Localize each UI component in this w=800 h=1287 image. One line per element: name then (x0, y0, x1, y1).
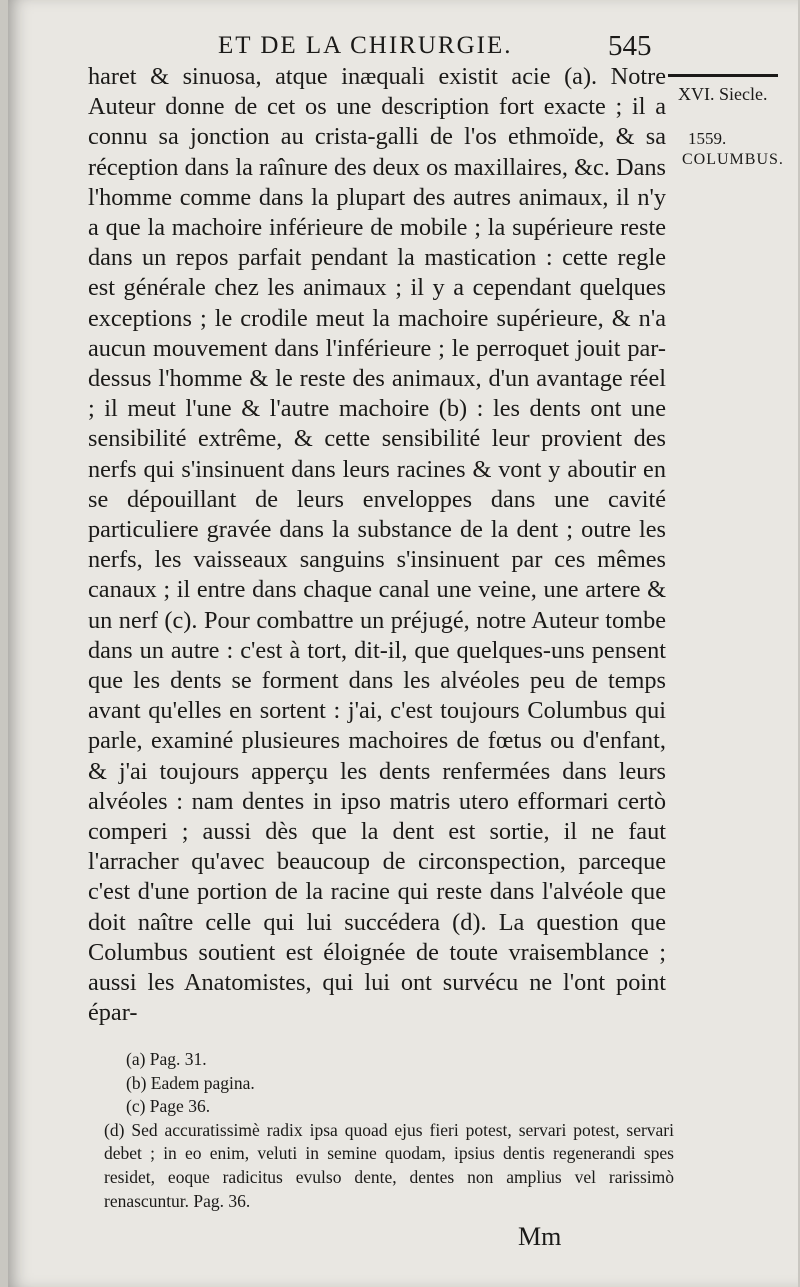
margin-name: COLUMBUS. (682, 151, 784, 168)
book-page (8, 0, 798, 1287)
body-paragraph: haret & sinuosa, atque inæquali existit acie (a). Notre Auteur donne de cet os une description fort exacte ; il a connu sa jonction au crista-galli de l'os ethmoïde, & sa réception dans la raînure des deux os maxillaires, &c. Dans l'homme comme dans la plupart des autres animaux, il n'y a que la machoire inférieure de mobile ; la supérieure reste dans un repos parfait pendant la mastication : cette regle est générale chez les animaux ; il y a cependant quelques exceptions ; le crodile meut la machoire supérieure, & n'a aucun mouvement dans l'inférieure ; le perroquet jouit par-dessus l'homme & le reste des animaux, d'un avantage réel ; il meut l'une & l'autre machoire (b) : les dents ont une sensibilité extrême, & cette sensibilité leur provient des nerfs qui s'insinuent dans leurs racines & vont y aboutir en se dépouillant de leurs enveloppes dans une cavité particuliere gravée dans la substance de la dent ; outre les nerfs, les vaisseaux sanguins s'insinuent par ces mêmes canaux ; il entre dans chaque canal une veine, une artere & un nerf (c). Pour combattre un préjugé, notre Auteur tombe dans un autre : c'est à tort, dit-il, que quelques-uns pensent que les dents se forment dans les alvéoles peu de temps avant qu'elles en sortent : j'ai, c'est toujours Columbus qui parle, examiné plusieures machoires de fœtus ou d'enfant, & j'ai toujours apperçu les dents renfermées dans leurs alvéoles : nam dentes in ipso matris utero efformari certò comperi ; aussi dès que la dent est sortie, il ne faut l'arracher qu'avec beaucoup de circonspection, parceque c'est d'une portion de la racine qui reste dans l'alvéole que doit naître celle qui lui succédera (d). La question que Columbus soutient est éloignée de toute vraisemblance ; aussi les Anatomistes, qui lui ont survécu ne l'ont point épar- (88, 63, 666, 1027)
footnote-c: (c) Page 36. (126, 1096, 211, 1117)
margin-century: XVI. Siecle. (678, 84, 768, 104)
signature-mark: Mm (518, 1222, 562, 1251)
main-text-column (88, 62, 666, 1029)
footnote-b: (b) Eadem pagina. (126, 1072, 255, 1093)
footnote-a: (a) Pag. 31. (126, 1049, 207, 1069)
margin-notes (672, 84, 800, 169)
running-title: ET DE LA CHIRURGIE. (218, 32, 513, 59)
footnotes (104, 1048, 674, 1213)
margin-rule (668, 74, 778, 77)
page-number: 545 (608, 30, 652, 62)
margin-year: 1559. (688, 129, 727, 148)
footnote-d: (d) Sed accuratissimè radix ipsa quoad ejus fieri potest, servari potest, servari debet ; in eo enim, veluti in semine quodam, ipsius dentis regenerandi spes residet, eoque radicitus evulso dente, dentes non amplius vel rarissimò renascuntur. Pag. 36. (104, 1119, 674, 1211)
